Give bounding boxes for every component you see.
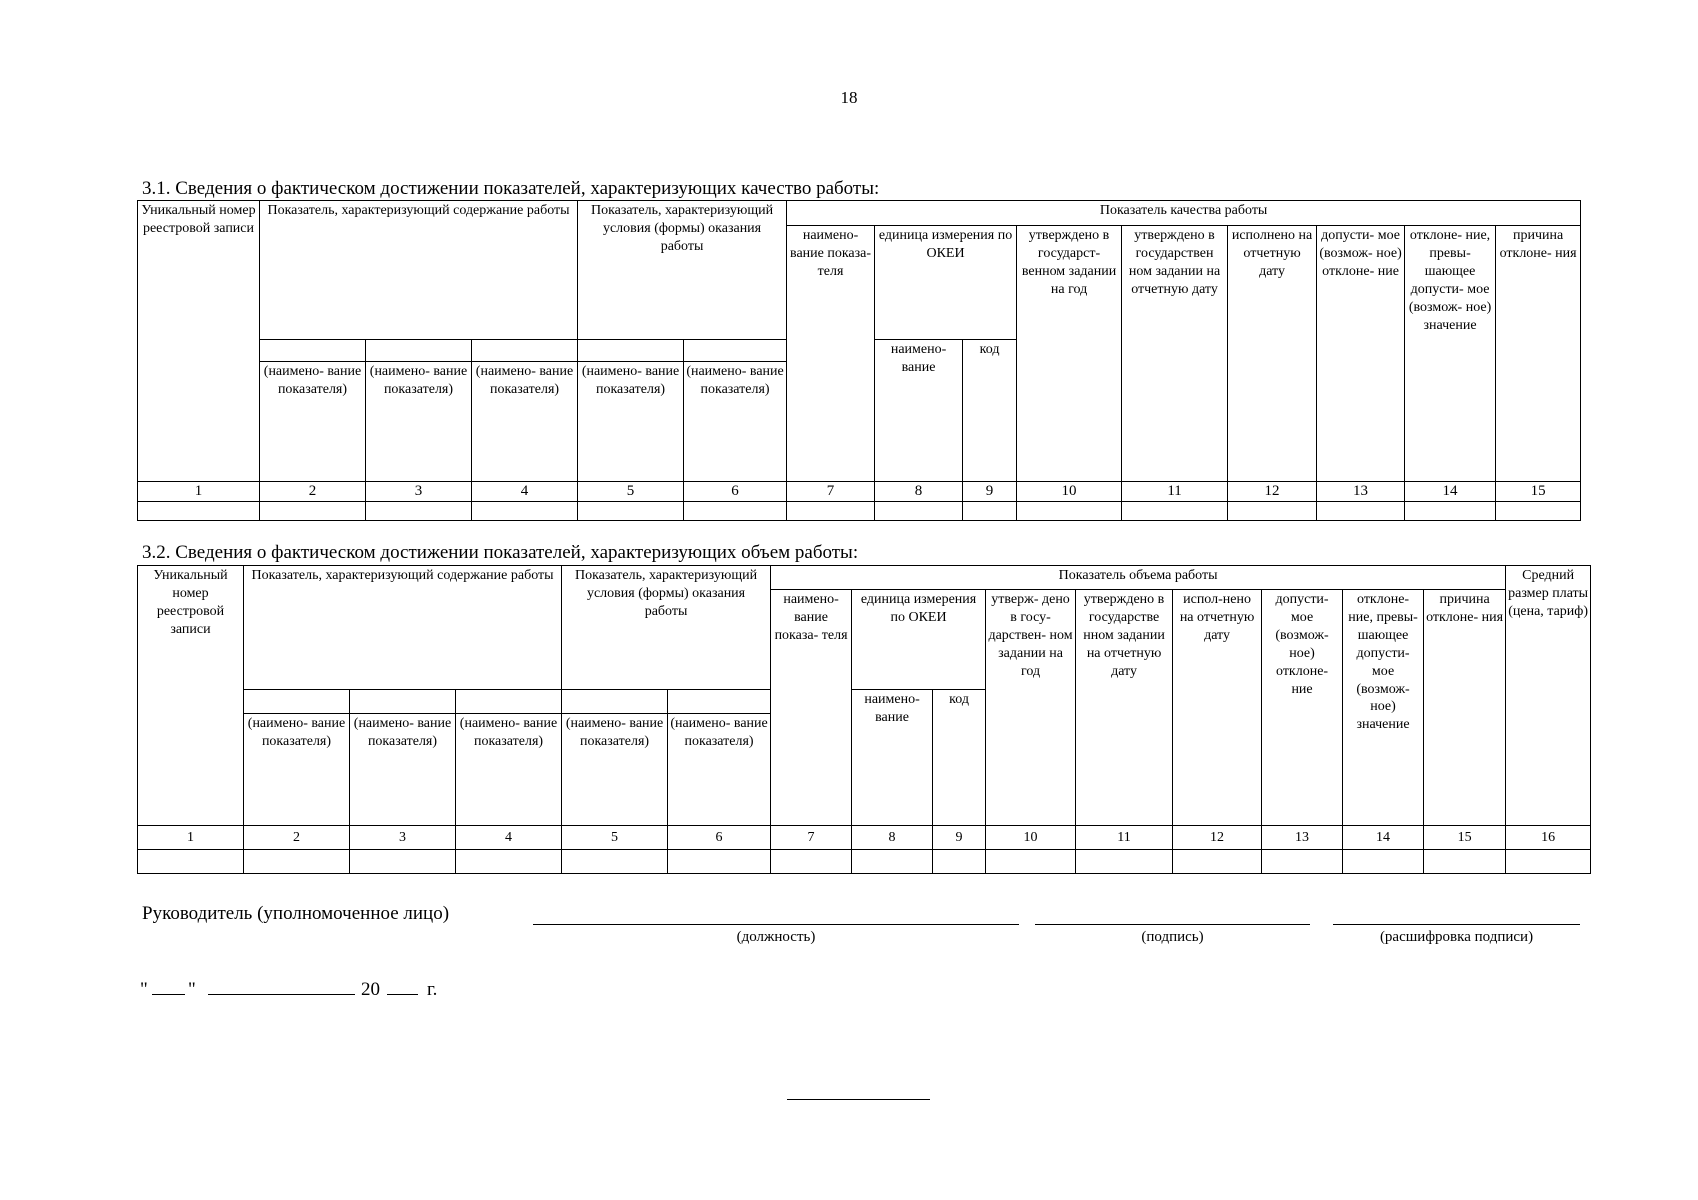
data-cell[interactable] — [1122, 502, 1228, 521]
column-number: 12 — [1228, 482, 1317, 502]
data-cell[interactable] — [138, 502, 260, 521]
date-quote-open: " — [140, 979, 148, 1000]
position-caption: (должность) — [736, 929, 816, 945]
data-cell[interactable] — [1317, 502, 1405, 521]
data-cell[interactable] — [1506, 850, 1591, 874]
header-exceeding-deviation: отклоне- ние, превы- шающее допусти- мое (возмож- ное) значение — [1405, 226, 1496, 482]
column-number: 9 — [963, 482, 1017, 502]
header-approved-year: утверждено в государст- венном задании на год — [1017, 226, 1122, 482]
conditions-indicator-value-2 — [668, 690, 771, 714]
header-unit-code: код — [933, 690, 986, 826]
header-sub-name: (наимено- вание показателя) — [350, 714, 456, 826]
header-unit: единица измерения по ОКЕИ — [852, 590, 986, 690]
data-cell[interactable] — [933, 850, 986, 874]
data-cell[interactable] — [1262, 850, 1343, 874]
header-indicator-name: наимено- вание показа- теля — [771, 590, 852, 826]
data-cell[interactable] — [578, 502, 684, 521]
header-allowed-deviation: допусти- мое (возмож- ное) отклоне- ние — [1317, 226, 1405, 482]
column-number: 7 — [787, 482, 875, 502]
header-executed: исполнено на отчетную дату — [1228, 226, 1317, 482]
header-sub-name: (наимено- вание показателя) — [456, 714, 562, 826]
content-indicator-value-3 — [456, 690, 562, 714]
column-number: 13 — [1262, 826, 1343, 850]
header-volume-group: Показатель объема работы — [771, 566, 1506, 590]
page-number: 18 — [840, 88, 858, 107]
data-cell[interactable] — [1228, 502, 1317, 521]
data-cell[interactable] — [852, 850, 933, 874]
data-cell[interactable] — [1424, 850, 1506, 874]
header-approved-year: утверж- дено в госу- дарствен- ном задании на год — [986, 590, 1076, 826]
header-indicator-name: наимено- вание показа- теля — [787, 226, 875, 482]
data-cell[interactable] — [963, 502, 1017, 521]
column-number: 3 — [366, 482, 472, 502]
header-sub-name: (наимено- вание показателя) — [244, 714, 350, 826]
header-unique-number: Уникальный номер реестровой записи — [138, 201, 260, 482]
signature-caption: (подпись) — [1141, 929, 1204, 945]
column-number: 1 — [138, 826, 244, 850]
signature-decode-line[interactable] — [1333, 924, 1580, 925]
header-content-indicator: Показатель, характеризующий содержание работы — [244, 566, 562, 690]
header-executed: испол-нено на отчетную дату — [1173, 590, 1262, 826]
data-cell[interactable] — [138, 850, 244, 874]
data-cell[interactable] — [350, 850, 456, 874]
header-sub-name: (наимено- вание показателя) — [684, 362, 787, 482]
data-cell[interactable] — [244, 850, 350, 874]
data-cell[interactable] — [1496, 502, 1581, 521]
header-sub-name: (наимено- вание показателя) — [260, 362, 366, 482]
content-indicator-value-1 — [260, 340, 366, 362]
column-number: 14 — [1405, 482, 1496, 502]
conditions-indicator-value-1 — [578, 340, 684, 362]
column-number: 12 — [1173, 826, 1262, 850]
data-entry-row — [138, 850, 1591, 874]
column-number-row — [138, 826, 1591, 850]
data-cell[interactable] — [260, 502, 366, 521]
position-line[interactable] — [533, 924, 1019, 925]
column-number: 4 — [472, 482, 578, 502]
column-number: 1 — [138, 482, 260, 502]
header-unit-code: код — [963, 340, 1017, 482]
data-cell[interactable] — [986, 850, 1076, 874]
column-number: 15 — [1496, 482, 1581, 502]
section-3-2-title: 3.2. Сведения о фактическом достижении показателей, характеризующих объем работы: — [142, 542, 859, 563]
content-indicator-value-1 — [244, 690, 350, 714]
decode-caption: (расшифровка подписи) — [1379, 929, 1534, 945]
header-unique-number: Уникальный номер реестровой записи — [138, 566, 244, 826]
date-year-prefix: 20 — [361, 979, 380, 1000]
column-number: 3 — [350, 826, 456, 850]
data-cell[interactable] — [787, 502, 875, 521]
data-cell[interactable] — [1405, 502, 1496, 521]
data-cell[interactable] — [875, 502, 963, 521]
quality-indicators-table — [137, 200, 1581, 521]
column-number: 10 — [1017, 482, 1122, 502]
data-cell[interactable] — [771, 850, 852, 874]
data-cell[interactable] — [1343, 850, 1424, 874]
column-number: 15 — [1424, 826, 1506, 850]
header-sub-name: (наимено- вание показателя) — [366, 362, 472, 482]
column-number: 7 — [771, 826, 852, 850]
column-number: 6 — [668, 826, 771, 850]
header-deviation-reason: причина отклоне- ния — [1424, 590, 1506, 826]
header-sub-name: (наимено- вание показателя) — [668, 714, 771, 826]
data-cell[interactable] — [562, 850, 668, 874]
header-sub-name: (наимено- вание показателя) — [578, 362, 684, 482]
column-number: 2 — [260, 482, 366, 502]
bottom-divider — [787, 1099, 930, 1100]
conditions-indicator-value-1 — [562, 690, 668, 714]
content-indicator-value-3 — [472, 340, 578, 362]
header-approved-date: утверждено в государствен ном задании на отчетную дату — [1122, 226, 1228, 482]
column-number: 4 — [456, 826, 562, 850]
header-content-indicator: Показатель, характеризующий содержание работы — [260, 201, 578, 340]
volume-indicators-table — [137, 565, 1591, 874]
header-avg-fee: Средний размер платы (цена, тариф) — [1506, 566, 1591, 826]
section-3-1-title: 3.1. Сведения о фактическом достижении показателей, характеризующих качество работы: — [142, 178, 880, 199]
column-number: 5 — [562, 826, 668, 850]
column-number-row — [138, 482, 1581, 502]
column-number: 6 — [684, 482, 787, 502]
column-number: 8 — [875, 482, 963, 502]
data-cell[interactable] — [1017, 502, 1122, 521]
column-number: 2 — [244, 826, 350, 850]
date-day-line[interactable] — [152, 994, 185, 995]
data-cell[interactable] — [472, 502, 578, 521]
column-number: 11 — [1122, 482, 1228, 502]
column-number: 13 — [1317, 482, 1405, 502]
head-label: Руководитель (уполномоченное лицо) — [142, 903, 450, 924]
content-indicator-value-2 — [350, 690, 456, 714]
date-year-line[interactable] — [387, 994, 418, 995]
column-number: 9 — [933, 826, 986, 850]
column-number: 11 — [1076, 826, 1173, 850]
header-unit: единица измерения по ОКЕИ — [875, 226, 1017, 340]
data-entry-row — [138, 502, 1581, 521]
column-number: 16 — [1506, 826, 1591, 850]
column-number: 14 — [1343, 826, 1424, 850]
data-cell[interactable] — [456, 850, 562, 874]
header-conditions-indicator: Показатель, характеризующий условия (формы) оказания работы — [578, 201, 787, 340]
header-unit-name: наимено- вание — [875, 340, 963, 482]
data-cell[interactable] — [1076, 850, 1173, 874]
header-approved-date: утверждено в государстве нном задании на отчетную дату — [1076, 590, 1173, 826]
date-quote-close: " — [188, 979, 196, 1000]
signature-line[interactable] — [1035, 924, 1310, 925]
conditions-indicator-value-2 — [684, 340, 787, 362]
content-indicator-value-2 — [366, 340, 472, 362]
header-conditions-indicator: Показатель, характеризующий условия (формы) оказания работы — [562, 566, 771, 690]
column-number: 5 — [578, 482, 684, 502]
header-sub-name: (наимено- вание показателя) — [472, 362, 578, 482]
header-allowed-deviation: допусти- мое (возмож- ное) отклоне- ние — [1262, 590, 1343, 826]
header-deviation-reason: причина отклоне- ния — [1496, 226, 1581, 482]
data-cell[interactable] — [668, 850, 771, 874]
header-sub-name: (наимено- вание показателя) — [562, 714, 668, 826]
column-number: 10 — [986, 826, 1076, 850]
header-exceeding-deviation: отклоне- ние, превы- шающее допусти- мое (возмож- ное) значение — [1343, 590, 1424, 826]
date-month-line[interactable] — [208, 994, 355, 995]
data-cell[interactable] — [684, 502, 787, 521]
data-cell[interactable] — [366, 502, 472, 521]
data-cell[interactable] — [1173, 850, 1262, 874]
column-number: 8 — [852, 826, 933, 850]
header-quality-group: Показатель качества работы — [787, 201, 1581, 226]
date-year-suffix: г. — [427, 979, 438, 1000]
header-unit-name: наимено- вание — [852, 690, 933, 826]
